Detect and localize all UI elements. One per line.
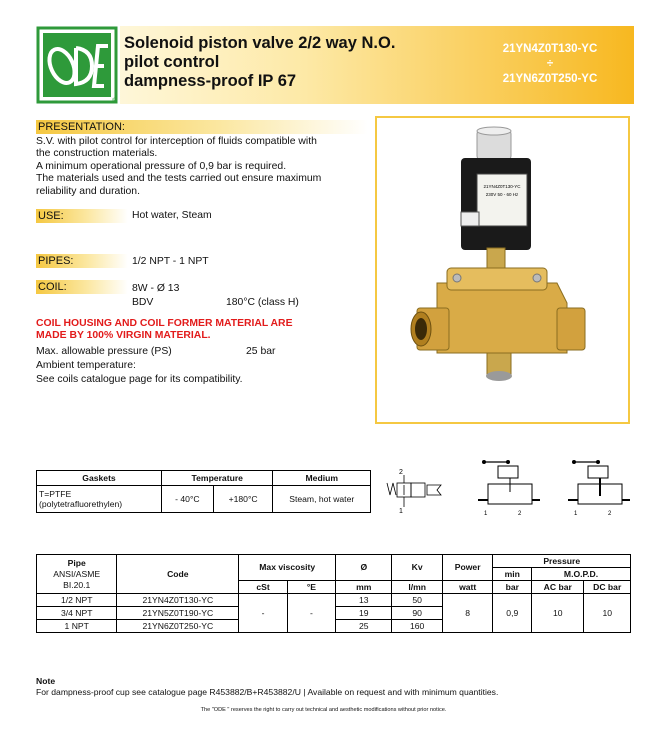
viscosity-header: Max viscosity xyxy=(239,555,336,581)
pressure-header: Pressure xyxy=(493,555,631,568)
code-header: Code xyxy=(117,555,239,594)
engler-cell: - xyxy=(287,594,335,633)
section-port-1: 1 xyxy=(574,511,578,516)
coil-type: BDV xyxy=(132,297,154,308)
section-diagram-closed-icon xyxy=(560,458,630,516)
page-title xyxy=(124,34,464,91)
temp-max-cell: +180°C xyxy=(213,486,273,513)
port-1-label: 1 xyxy=(399,508,403,515)
section-port-2: 2 xyxy=(518,511,522,516)
port-2-label: 2 xyxy=(399,469,403,476)
diameter-cell: 19 xyxy=(336,607,392,620)
pipe-cell: 3/4 NPT xyxy=(37,607,117,620)
presentation-line: S.V. with pilot control for interception of fluids compatible with xyxy=(36,136,317,147)
code-range-start: 21YN4Z0T130-YC xyxy=(502,43,598,55)
table-row xyxy=(37,594,631,607)
coil-label: COIL: xyxy=(36,280,128,294)
watt-header: watt xyxy=(442,581,493,594)
mm-header: mm xyxy=(336,581,392,594)
presentation-text xyxy=(36,136,371,198)
mopd-header: M.O.P.D. xyxy=(532,568,631,581)
section-diagram-open-icon xyxy=(470,458,540,516)
pipe-header-spec: BI.20.1 xyxy=(63,579,91,590)
pipe-header xyxy=(37,555,117,594)
gasket-material: T=PTFE xyxy=(39,489,72,499)
engler-header: °E xyxy=(287,581,335,594)
warning-line: COIL HOUSING AND COIL FORMER MATERIAL ARE xyxy=(36,318,293,329)
diameter-header: Ø xyxy=(336,555,392,581)
title-line-1: Solenoid piston valve 2/2 way N.O. xyxy=(124,34,396,52)
presentation-line: reliability and duration. xyxy=(36,185,140,197)
title-line-3: dampness-proof IP 67 xyxy=(124,72,297,90)
valve-photo xyxy=(375,116,630,424)
use-label: USE: xyxy=(36,209,128,223)
dc-pressure-cell: 10 xyxy=(584,594,631,633)
coil-class: 180°C (class H) xyxy=(226,297,299,308)
presentation-label: PRESENTATION: xyxy=(36,120,368,134)
min-pressure-cell: 0,9 xyxy=(493,594,532,633)
code-cell: 21YN4Z0T130-YC xyxy=(117,594,239,607)
header-codes xyxy=(470,42,630,87)
gasket-material-full: (polytetrafluorethylen) xyxy=(39,499,123,509)
warning-line: MADE BY 100% VIRGIN MATERIAL. xyxy=(36,330,211,342)
use-value: Hot water, Steam xyxy=(132,210,212,221)
lmn-header: l/mn xyxy=(392,581,442,594)
cst-header: cSt xyxy=(239,581,287,594)
coil-label-voltage: 230V 50 - 60 Hz xyxy=(485,192,519,197)
coil-label-code: 21YN4Z0T130-YC xyxy=(483,184,521,189)
kv-cell: 160 xyxy=(392,620,442,633)
presentation-line: the construction materials. xyxy=(36,148,158,160)
note-text: For dampness-proof cup see catalogue page R453882/B+R453882/U | Available on request and with minimum quantities. xyxy=(36,687,499,697)
ode-logo xyxy=(36,26,120,106)
ode-logo-icon xyxy=(36,26,120,106)
power-cell: 8 xyxy=(442,594,493,633)
temperature-header: Temperature xyxy=(162,471,273,486)
coil-power: 8W - Ø 13 xyxy=(132,283,180,294)
code-range-separator: ÷ xyxy=(546,58,554,70)
power-header: Power xyxy=(442,555,493,581)
code-cell: 21YN6Z0T250-YC xyxy=(117,620,239,633)
kv-cell: 50 xyxy=(392,594,442,607)
pipe-cell: 1 NPT xyxy=(37,620,117,633)
code-cell: 21YN5Z0T190-YC xyxy=(117,607,239,620)
section-port-1: 1 xyxy=(484,511,488,516)
valve-symbol-icon xyxy=(385,465,465,515)
gaskets-table xyxy=(36,470,371,513)
medium-header: Medium xyxy=(273,471,371,486)
pipes-value: 1/2 NPT - 1 NPT xyxy=(132,256,209,267)
title-line-2: pilot control xyxy=(124,53,220,71)
disclaimer: The "ODE " reserves the right to carry out technical and aesthetic modifications without prior notice. xyxy=(200,707,447,713)
ac-pressure-cell: 10 xyxy=(532,594,584,633)
section-port-2: 2 xyxy=(608,511,612,516)
gaskets-header: Gaskets xyxy=(37,471,162,486)
specifications-table xyxy=(36,554,631,633)
pipes-label: PIPES: xyxy=(36,254,128,268)
pipe-header-standard: ANSI/ASME xyxy=(53,568,101,579)
gasket-cell xyxy=(37,486,162,513)
max-pressure-label: Max. allowable pressure (PS) xyxy=(36,346,172,357)
cst-cell: - xyxy=(239,594,287,633)
presentation-line: The materials used and the tests carried out ensure maximum xyxy=(36,173,322,185)
temp-min-cell: - 40°C xyxy=(162,486,214,513)
code-range-end: 21YN6Z0T250-YC xyxy=(502,73,598,85)
diameter-cell: 25 xyxy=(336,620,392,633)
min-header: min xyxy=(493,568,532,581)
dc-bar-header: DC bar xyxy=(584,581,631,594)
ac-bar-header: AC bar xyxy=(532,581,584,594)
material-warning xyxy=(36,318,376,343)
presentation-line: A minimum operational pressure of 0,9 bar is required. xyxy=(36,160,287,172)
ambient-temperature: Ambient temperature: xyxy=(36,360,136,371)
max-pressure-value: 25 bar xyxy=(246,346,276,357)
medium-cell: Steam, hot water xyxy=(273,486,371,513)
registered-mark: ® xyxy=(112,98,118,105)
solenoid-valve-icon xyxy=(377,118,628,422)
note-title: Note xyxy=(36,676,56,686)
coils-reference: See coils catalogue page for its compatibility. xyxy=(36,374,243,385)
pipe-header-title: Pipe xyxy=(67,557,86,568)
kv-header: Kv xyxy=(392,555,442,581)
kv-cell: 90 xyxy=(392,607,442,620)
pipe-cell: 1/2 NPT xyxy=(37,594,117,607)
diameter-cell: 13 xyxy=(336,594,392,607)
bar-header: bar xyxy=(493,581,532,594)
